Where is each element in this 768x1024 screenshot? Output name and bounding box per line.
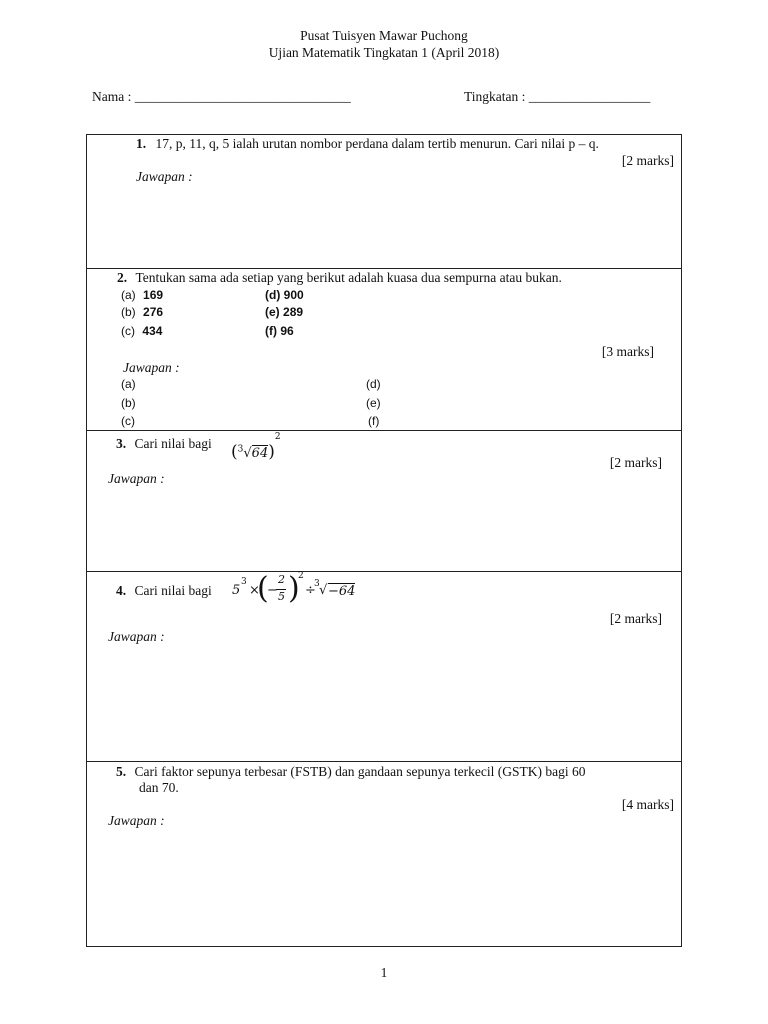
q3-answer-label: Jawapan : xyxy=(108,471,165,486)
q1-text: 17, p, 11, q, 5 ialah urutan nombor perdana dalam tertib menurun. Cari nilai p – q. xyxy=(155,136,599,151)
row-divider xyxy=(86,761,682,762)
header-title: Pusat Tuisyen Mawar Puchong xyxy=(300,28,468,43)
question-4 xyxy=(116,583,212,599)
q2-answer-c: (c) xyxy=(121,414,135,428)
nama-field xyxy=(92,89,351,105)
q4-number: 4. xyxy=(116,583,127,598)
nama-label: Nama : xyxy=(92,89,132,104)
q2-answer-d: (d) xyxy=(366,377,381,391)
question-5 xyxy=(116,764,585,780)
q2-item-a: (a) 169 xyxy=(121,288,164,302)
q2-item-e: (e) 289 xyxy=(265,305,304,319)
row-divider xyxy=(86,268,682,269)
nama-blank: ________________________________ xyxy=(134,89,351,104)
q2-answer-e: (e) xyxy=(366,396,381,410)
tingkatan-field xyxy=(464,89,650,105)
tingkatan-label: Tingkatan : xyxy=(464,89,526,104)
q4-answer-label: Jawapan : xyxy=(108,629,165,644)
q2-item-f: (f) 96 xyxy=(265,324,294,338)
header-subtitle: Ujian Matematik Tingkatan 1 (April 2018) xyxy=(268,45,500,60)
q2-number: 2. xyxy=(117,270,128,285)
q3-text: Cari nilai bagi xyxy=(134,436,212,451)
q1-number: 1. xyxy=(136,136,147,151)
q2-item-d: (d) 900 xyxy=(265,288,304,302)
row-divider xyxy=(86,571,682,572)
page-number: 1 xyxy=(380,965,388,980)
question-2 xyxy=(117,270,562,286)
q5-answer-label: Jawapan : xyxy=(108,813,165,828)
q2-item-b: (b) 276 xyxy=(121,305,164,319)
q5-text-line1: Cari faktor sepunya terbesar (FSTB) dan gandaan sepunya terkecil (GSTK) bagi 60 xyxy=(134,764,586,779)
question-3 xyxy=(116,436,212,452)
question-table xyxy=(86,134,682,947)
q1-marks: [2 marks] xyxy=(621,153,674,168)
q2-marks: [3 marks] xyxy=(601,344,654,359)
q2-answer-label: Jawapan : xyxy=(123,360,180,375)
q5-number: 5. xyxy=(116,764,127,779)
q2-answer-a: (a) xyxy=(121,377,136,391)
q4-marks: [2 marks] xyxy=(609,611,662,626)
q2-answer-b: (b) xyxy=(121,396,136,410)
question-1 xyxy=(136,136,599,152)
q3-marks: [2 marks] xyxy=(609,455,662,470)
q4-text: Cari nilai bagi xyxy=(134,583,212,598)
q3-number: 3. xyxy=(116,436,127,451)
q2-item-c: (c) 434 xyxy=(121,324,163,338)
q2-answer-f: (f) xyxy=(368,414,380,428)
q3-expression: $(^3√64)^2$ xyxy=(231,432,281,462)
tingkatan-blank: __________________ xyxy=(528,89,651,104)
q2-text: Tentukan sama ada setiap yang berikut adalah kuasa dua sempurna atau bukan. xyxy=(135,270,562,285)
q1-answer-label: Jawapan : xyxy=(136,169,193,184)
q5-text-line2: dan 70. xyxy=(139,780,179,795)
row-divider xyxy=(86,430,682,431)
q5-marks: [4 marks] xyxy=(621,797,674,812)
